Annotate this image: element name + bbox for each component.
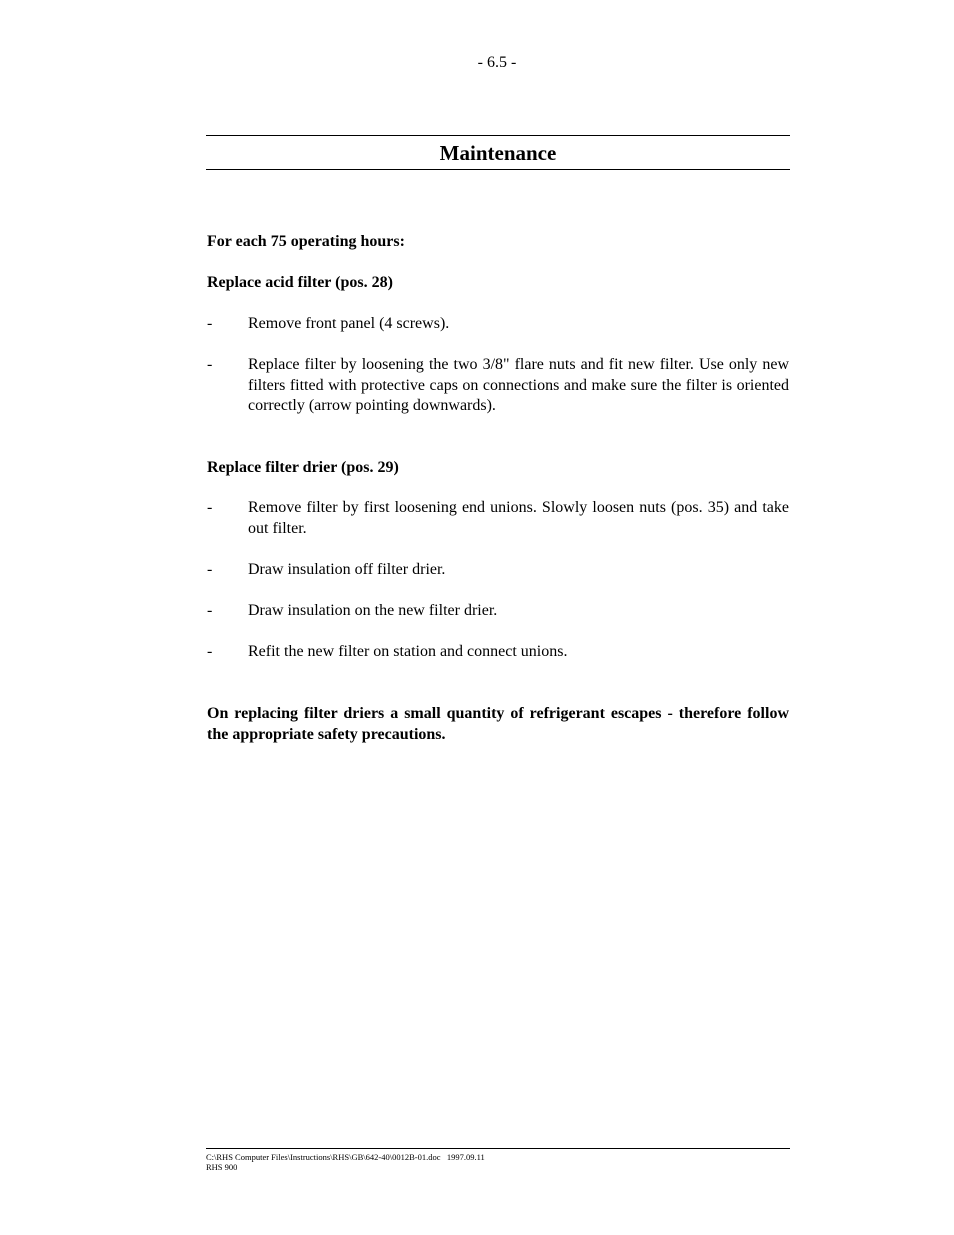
list-item-text: Draw insulation on the new filter drier. <box>248 602 498 619</box>
safety-note: On replacing filter driers a small quantity of refrigerant escapes - therefore follow the appropriate safety precautions. <box>207 705 789 743</box>
list-item-text: Refit the new filter on station and connect unions. <box>248 643 568 660</box>
list-item-text: Remove filter by first loosening end unions. Slowly loosen nuts (pos. 35) and take out filter. <box>248 499 789 537</box>
section-heading-filter-drier: Replace filter drier (pos. 29) <box>207 459 399 476</box>
bullet-dash: - <box>207 499 213 516</box>
list-item-text: Replace filter by loosening the two 3/8" flare nuts and fit new filter. Use only new filters fitted with protective caps on connections and make sure the filter is oriented correctly (arrow pointing downwards). <box>248 356 789 414</box>
page-number: - 6.5 - <box>477 54 517 71</box>
bullet-dash: - <box>207 561 213 578</box>
title-block <box>206 135 790 170</box>
list-item-text: Draw insulation off filter drier. <box>248 561 446 578</box>
footer <box>206 1148 790 1172</box>
list-item <box>207 355 789 417</box>
bullet-dash: - <box>207 602 213 619</box>
bullet-dash: - <box>207 356 213 373</box>
list-item <box>207 560 789 581</box>
footer-file-path: C:\RHS Computer Files\Instructions\RHS\GB\642-40\0012B-01.doc 1997.09.11 <box>206 1152 485 1162</box>
footer-model: RHS 900 <box>206 1162 238 1172</box>
list-item <box>207 642 789 663</box>
list-item <box>207 601 789 622</box>
intro-heading: For each 75 operating hours: <box>207 233 405 250</box>
list-item-text: Remove front panel (4 screws). <box>248 315 450 332</box>
bullet-dash: - <box>207 315 213 332</box>
section-heading-acid-filter: Replace acid filter (pos. 28) <box>207 274 393 291</box>
bullet-dash: - <box>207 643 213 660</box>
list-item <box>207 498 789 539</box>
list-item <box>207 314 789 335</box>
page-title: Maintenance <box>439 141 557 165</box>
